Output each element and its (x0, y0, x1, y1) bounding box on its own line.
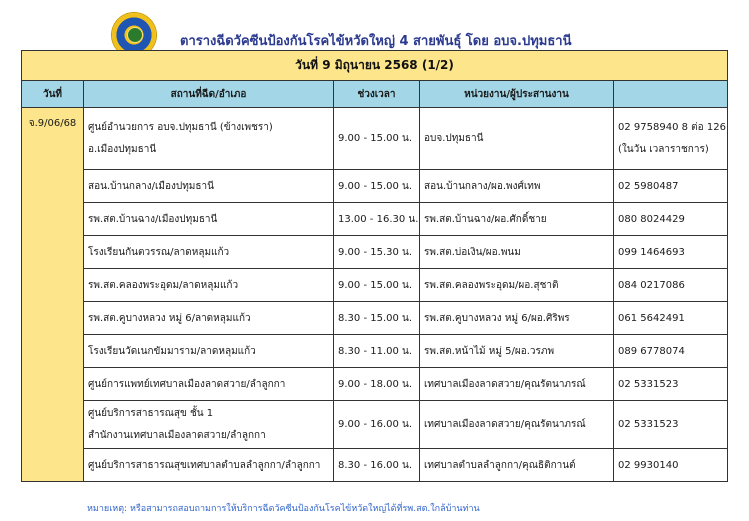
table-row (22, 449, 728, 482)
table-row (22, 170, 728, 203)
time-cell: 9.00 - 15.00 น. (334, 269, 420, 302)
agency-cell: อบจ.ปทุมธานี (420, 108, 614, 170)
time-cell: 8.30 - 16.00 น. (334, 449, 420, 482)
table-row (22, 401, 728, 449)
time-cell: 8.30 - 11.00 น. (334, 335, 420, 368)
agency-cell: รพ.สต.หน้าไม้ หมู่ 5/ผอ.วรภพ (420, 335, 614, 368)
time-cell: 9.00 - 18.00 น. (334, 368, 420, 401)
table-row (22, 108, 728, 170)
agency-cell: เทศบาลตำบลลำลูกกา/คุณธิติกานต์ (420, 449, 614, 482)
footnote: หมายเหตุ: หรือสามารถสอบถามการให้บริการฉีดวัคซีนป้องกันโรคไข้หวัดใหญ่ได้ที่รพ.สต.ใกล้บ้านท่าน (87, 504, 480, 514)
phone-cell: 084 0217086 (614, 269, 728, 302)
place-cell: รพ.สต.คลองพระอุดม/ลาดหลุมแก้ว (84, 269, 334, 302)
place-cell: ศูนย์อำนวยการ อบจ.ปทุมธานี (ข้างเพชรา) อ.เมืองปทุมธานี (84, 108, 334, 170)
place-cell: รพ.สต.บ้านฉาง/เมืองปทุมธานี (84, 203, 334, 236)
time-cell: 9.00 - 15.00 น. (334, 170, 420, 203)
place-cell: ศูนย์บริการสาธารณสุข ชั้น 1 สำนักงานเทศบาลเมืองลาดสวาย/ลำลูกกา (84, 401, 334, 449)
place-cell: ศูนย์บริการสาธารณสุขเทศบาลตำบลลำลูกกา/ลำลูกกา (84, 449, 334, 482)
time-cell: 9.00 - 16.00 น. (334, 401, 420, 449)
phone-cell: 080 8024429 (614, 203, 728, 236)
phone-cell: 02 9758940 8 ต่อ 126 (ในวัน เวลาราชการ) (614, 108, 728, 170)
date-cell: จ.9/06/68 (22, 108, 84, 482)
agency-cell: รพ.สต.คลองพระอุดม/ผอ.สุชาติ (420, 269, 614, 302)
page-title: ตารางฉีดวัคซีนป้องกันโรคไข้หวัดใหญ่ 4 สายพันธุ์ โดย อบจ.ปทุมธานี (180, 34, 572, 49)
col-header-agency: หน่วยงาน/ผู้ประสานงาน (420, 81, 614, 108)
place-cell: โรงเรียนกันตวรรณ/ลาดหลุมแก้ว (84, 236, 334, 269)
table-row (22, 269, 728, 302)
col-header-day: วันที่ (22, 81, 84, 108)
place-cell: ศูนย์การแพทย์เทศบาลเมืองลาดสวาย/ลำลูกกา (84, 368, 334, 401)
phone-cell: 02 9930140 (614, 449, 728, 482)
place-cell: รพ.สต.คูบางหลวง หมู่ 6/ลาดหลุมแก้ว (84, 302, 334, 335)
phone-cell: 02 5331523 (614, 401, 728, 449)
place-cell: โรงเรียนวัดเนกขัมมาราม/ลาดหลุมแก้ว (84, 335, 334, 368)
agency-cell: รพ.สต.คูบางหลวง หมู่ 6/ผอ.ศิริพร (420, 302, 614, 335)
place-cell: สอน.บ้านกลาง/เมืองปทุมธานี (84, 170, 334, 203)
agency-cell: สอน.บ้านกลาง/ผอ.พงศ์เทพ (420, 170, 614, 203)
time-cell: 13.00 - 16.30 น. (334, 203, 420, 236)
time-cell: 9.00 - 15.30 น. (334, 236, 420, 269)
col-header-phone (614, 81, 728, 108)
table-row (22, 368, 728, 401)
col-header-time: ช่วงเวลา (334, 81, 420, 108)
agency-cell: รพ.สต.บ่อเงิน/ผอ.พนม (420, 236, 614, 269)
table-row (22, 302, 728, 335)
agency-cell: รพ.สต.บ้านฉาง/ผอ.ศักดิ์ชาย (420, 203, 614, 236)
agency-cell: เทศบาลเมืองลาดสวาย/คุณรัตนาภรณ์ (420, 401, 614, 449)
phone-cell: 099 1464693 (614, 236, 728, 269)
date-banner: วันที่ 9 มิถุนายน 2568 (1/2) (22, 51, 728, 81)
table-row (22, 236, 728, 269)
phone-cell: 02 5331523 (614, 368, 728, 401)
table-row (22, 335, 728, 368)
time-cell: 9.00 - 15.00 น. (334, 108, 420, 170)
phone-cell: 089 6778074 (614, 335, 728, 368)
table-row (22, 203, 728, 236)
phone-cell: 061 5642491 (614, 302, 728, 335)
vaccination-schedule-table (21, 50, 728, 482)
agency-cell: เทศบาลเมืองลาดสวาย/คุณรัตนาภรณ์ (420, 368, 614, 401)
time-cell: 8.30 - 15.00 น. (334, 302, 420, 335)
col-header-place: สถานที่ฉีด/อำเภอ (84, 81, 334, 108)
phone-cell: 02 5980487 (614, 170, 728, 203)
